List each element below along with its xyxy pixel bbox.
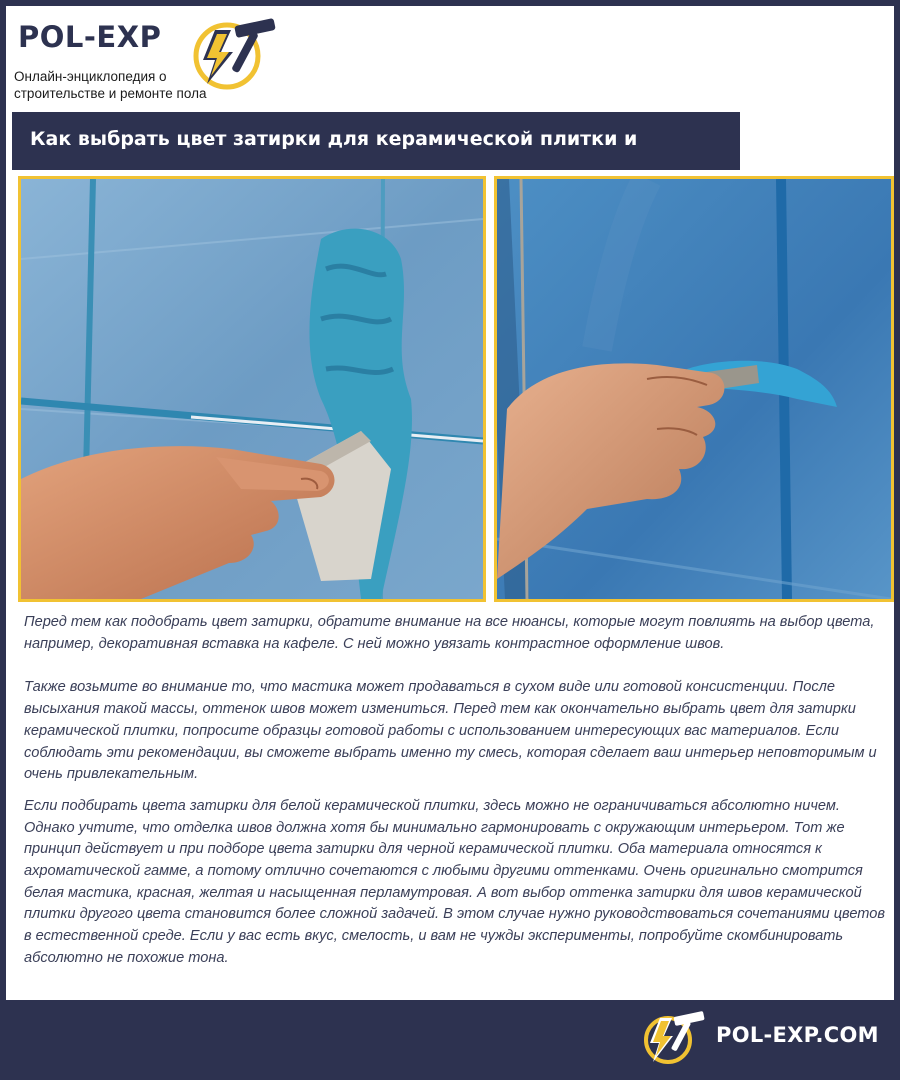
article-paragraph-2: Также возьмите во внимание то, что мастика может продаваться в сухом виде или готовой консистенции. После высыхания такой массы, оттенок швов может измениться. Перед тем как окончательно выбрать цвет для затирки керамической плитки, попросите образцы готовой работы с использованием интересующих вас материалов. Если соблюдать эти рекомендации, вы сможете выбрать именно ту смесь, которая сделает ваш интерьер неповторимым и очень привлекательным. (24, 679, 877, 783)
brand-tagline: Онлайн-энциклопедия о строительстве и ремонте пола (14, 69, 207, 101)
article-title-bar (12, 112, 740, 170)
footer-lightning-hammer-icon[interactable] (640, 1010, 712, 1066)
article-paragraph-1: Перед тем как подобрать цвет затирки, обратите внимание на все нюансы, которые могут повлиять на выбор цвета, например, декоративная вставка на кафеле. С ней можно увязать контрастное оформление швов. (24, 614, 875, 652)
article-paragraph-3: Если подбирать цвета затирки для белой керамической плитки, здесь можно не ограничиваться абсолютно ничем. Однако учтите, что отделка швов должна хотя бы минимально гармонировать с окружающим интерьером. Тот же принцип действует и при подборе цвета затирки для черной керамической плитки. Оба материала относятся к ахроматической гамме, а потому отлично сочетаются с любыми другими оттенками. Очень оригинально смотрится белая мастика, красная, желтая и насыщенная перламутровая. А вот выбор оттенка затирки для швов керамической плитки другого цвета становится более сложной задачей. В этом случае нужно руководствоваться сочетаниями цветов в естественной среде. Если у вас есть вкус, смелость, и вам не чужды эксперименты, попробуйте скомбинировать абсолютно не похожие тона. (24, 797, 886, 966)
photo-grouting-spatula (18, 176, 486, 602)
brand-logo-text[interactable]: POL-EXP (18, 20, 162, 54)
article-body (24, 612, 894, 992)
article-title: Как выбрать цвет затирки для керамической плитки и (30, 128, 638, 150)
photo-grouting-closeup (494, 176, 894, 602)
footer-domain[interactable]: POL-EXP.COM (716, 1023, 879, 1047)
lightning-hammer-icon[interactable] (189, 18, 287, 90)
page-sheet (6, 6, 894, 1000)
